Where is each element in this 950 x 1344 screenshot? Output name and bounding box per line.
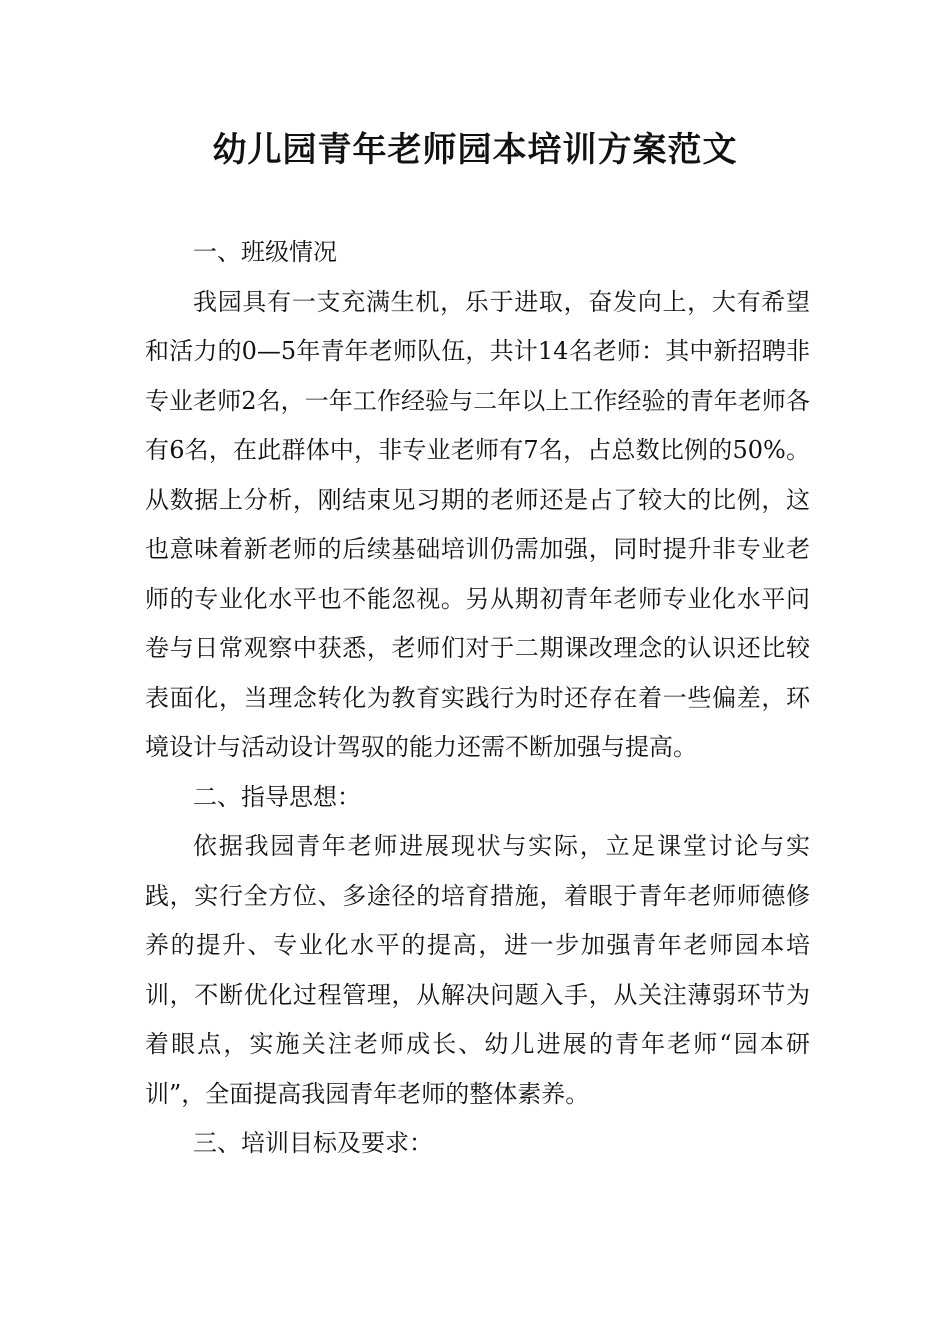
section-paragraph-class-situation: 我园具有一支充满生机，乐于进取，奋发向上，大有希望和活力的0—5年青年老师队伍，共计14名老师：其中新招聘非专业老师2名，一年工作经验与二年以上工作经验的青年老师各有6名，在此群体中，非专业老师有7名，占总数比例的50%。从数据上分析，刚结束见习期的老师还是占了较大的比例，这也意味着新老师的后续基础培训仍需加强，同时提升非专业老师的专业化水平也不能忽视。另从期初青年老师专业化水平问卷与日常观察中获悉，老师们对于二期课改理念的认识还比较表面化，当理念转化为教育实践行为时还存在着一些偏差，环境设计与活动设计驾驭的能力还需不断加强与提高。 [145, 287, 810, 761]
section-heading-guiding-thought: 二、指导思想： [193, 782, 361, 811]
section-heading-training-goals: 三、培训目标及要求： [193, 1129, 433, 1157]
document-body [145, 228, 810, 1169]
section-heading-class-situation: 一、班级情况 [193, 238, 337, 266]
section-paragraph-guiding-thought: 依据我园青年老师进展现状与实际，立足课堂讨论与实践，实行全方位、多途径的培育措施，着眼于青年老师师德修养的提升、专业化水平的提高，进一步加强青年老师园本培训，不断优化过程管理，从解决问题入手，从关注薄弱环节为着眼点，实施关注老师成长、幼儿进展的青年老师“园本研训”，全面提高我园青年老师的整体素养。 [145, 832, 810, 1108]
document-title: 幼儿园青年老师园本培训方案范文 [212, 130, 738, 170]
